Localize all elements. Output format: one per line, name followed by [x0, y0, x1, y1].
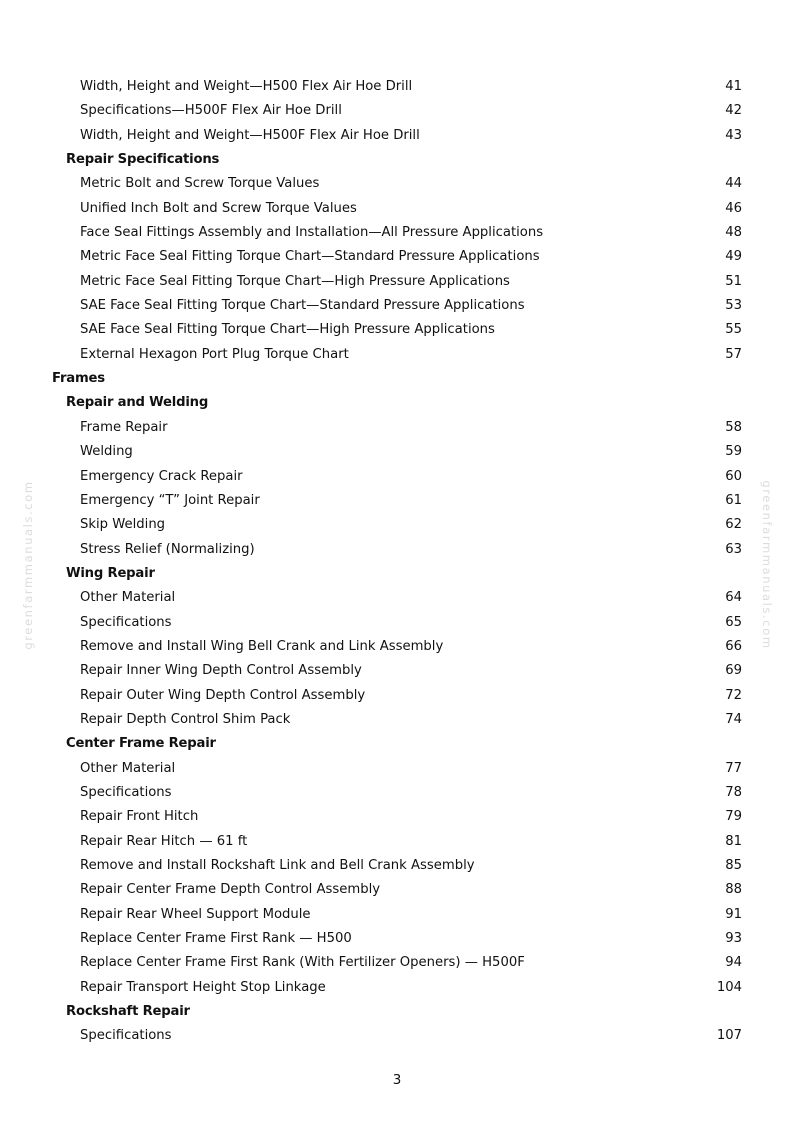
toc-entry-title: Metric Face Seal Fitting Torque Chart—Standard Pressure Applications: [80, 249, 540, 265]
toc-entry-title: Specifications: [80, 614, 172, 630]
toc-entry-page-number: 43: [725, 127, 742, 143]
toc-entry[interactable]: [0, 270, 794, 294]
toc-entry-title: Metric Bolt and Screw Torque Values: [80, 176, 320, 192]
toc-entry-page-number: 62: [725, 517, 742, 533]
toc-entry-page-number: 104: [716, 979, 742, 995]
toc-entry[interactable]: [0, 805, 794, 829]
toc-entry-page-number: 53: [725, 298, 742, 314]
toc-entry-page-number: 64: [725, 590, 742, 606]
toc-entry-page-number: 79: [725, 809, 742, 825]
toc-entry-page-number: 51: [725, 273, 742, 289]
toc-entry-page-number: 93: [725, 931, 742, 947]
toc-entry-title: Wing Repair: [66, 565, 155, 581]
toc-entry-title: Emergency “T” Joint Repair: [80, 492, 260, 508]
toc-entry-page-number: 57: [725, 346, 742, 362]
toc-entry[interactable]: [0, 854, 794, 878]
toc-entry[interactable]: [0, 99, 794, 123]
toc-entry[interactable]: [0, 221, 794, 245]
page-number: 3: [392, 1072, 402, 1088]
toc-entry-page-number: 41: [725, 79, 742, 94]
toc-entry-title: Width, Height and Weight—H500 Flex Air Hoe Drill: [80, 79, 413, 94]
toc-entry[interactable]: [0, 781, 794, 805]
toc-entry-title: Repair Inner Wing Depth Control Assembly: [80, 663, 362, 679]
toc-entry-title: Center Frame Repair: [66, 736, 216, 752]
toc-entry[interactable]: [0, 245, 794, 269]
toc-entry[interactable]: [0, 830, 794, 854]
toc-entry-page-number: 59: [725, 444, 742, 460]
toc-entry[interactable]: [0, 903, 794, 927]
toc-entry-title: Emergency Crack Repair: [80, 468, 243, 484]
toc-entry-title: Remove and Install Wing Bell Crank and Link Assembly: [80, 638, 444, 654]
toc-entry-page-number: 48: [725, 225, 742, 241]
toc-entry-page-number: 94: [725, 955, 742, 971]
toc-entry-page-number: 69: [725, 663, 742, 679]
toc-entry-title: External Hexagon Port Plug Torque Chart: [80, 346, 349, 362]
toc-entry-title: Rockshaft Repair: [66, 1004, 190, 1020]
toc-group-heading[interactable]: [0, 148, 794, 172]
toc-group-heading[interactable]: [0, 562, 794, 586]
toc-entry[interactable]: [0, 659, 794, 683]
toc-entry-title: Specifications—H500F Flex Air Hoe Drill: [80, 103, 342, 119]
toc-entry-page-number: 63: [725, 541, 742, 557]
table-of-contents: [0, 75, 794, 1049]
toc-entry[interactable]: [0, 586, 794, 610]
toc-entry-page-number: 42: [725, 103, 742, 119]
toc-entry-page-number: 78: [725, 784, 742, 800]
toc-entry-page-number: 55: [725, 322, 742, 338]
watermark-right: greenfarmmanuals.com: [760, 480, 774, 650]
toc-entry-title: SAE Face Seal Fitting Torque Chart—High Pressure Applications: [80, 322, 495, 338]
toc-entry[interactable]: [0, 757, 794, 781]
toc-entry[interactable]: [0, 440, 794, 464]
toc-entry-title: Frame Repair: [80, 419, 168, 435]
toc-group-heading[interactable]: [0, 1000, 794, 1024]
toc-entry-title: Unified Inch Bolt and Screw Torque Values: [80, 200, 357, 216]
toc-entry-title: Metric Face Seal Fitting Torque Chart—High Pressure Applications: [80, 273, 510, 289]
toc-section-heading[interactable]: [0, 367, 794, 391]
toc-entry-page-number: 65: [725, 614, 742, 630]
toc-entry-title: Width, Height and Weight—H500F Flex Air Hoe Drill: [80, 127, 420, 143]
toc-entry-title: Other Material: [80, 760, 176, 776]
toc-entry[interactable]: [0, 927, 794, 951]
toc-entry[interactable]: [0, 611, 794, 635]
toc-entry[interactable]: [0, 197, 794, 221]
toc-entry-page-number: 77: [725, 760, 742, 776]
toc-entry-title: Repair and Welding: [66, 395, 209, 411]
toc-entry[interactable]: [0, 684, 794, 708]
watermark-left: greenfarmmanuals.com: [21, 480, 35, 650]
toc-entry[interactable]: [0, 343, 794, 367]
toc-entry[interactable]: [0, 538, 794, 562]
toc-entry-page-number: 61: [725, 492, 742, 508]
toc-entry[interactable]: [0, 489, 794, 513]
toc-entry-title: Specifications: [80, 784, 172, 800]
toc-entry[interactable]: [0, 635, 794, 659]
toc-entry-title: Stress Relief (Normalizing): [80, 541, 255, 557]
toc-entry-title: Repair Specifications: [66, 152, 220, 168]
toc-entry[interactable]: [0, 465, 794, 489]
toc-entry-title: Repair Depth Control Shim Pack: [80, 711, 291, 727]
toc-entry[interactable]: [0, 1024, 794, 1048]
toc-entry-title: Repair Rear Hitch — 61 ft: [80, 833, 248, 849]
toc-group-heading[interactable]: [0, 391, 794, 415]
toc-entry[interactable]: [0, 75, 794, 99]
toc-entry-title: Replace Center Frame First Rank — H500: [80, 931, 352, 947]
toc-entry-title: Repair Outer Wing Depth Control Assembly: [80, 687, 366, 703]
toc-entry[interactable]: [0, 172, 794, 196]
toc-entry-title: Repair Transport Height Stop Linkage: [80, 979, 326, 995]
toc-entry[interactable]: [0, 708, 794, 732]
toc-entry-page-number: 91: [725, 906, 742, 922]
toc-entry[interactable]: [0, 124, 794, 148]
toc-entry-page-number: 107: [716, 1028, 742, 1044]
toc-entry-page-number: 44: [725, 176, 742, 192]
toc-entry-title: Replace Center Frame First Rank (With Fertilizer Openers) — H500F: [80, 955, 525, 971]
toc-entry-page-number: 85: [725, 858, 742, 873]
toc-entry-title: SAE Face Seal Fitting Torque Chart—Standard Pressure Applications: [80, 298, 525, 314]
toc-entry-page-number: 72: [725, 687, 742, 703]
toc-entry-title: Remove and Install Rockshaft Link and Bell Crank Assembly: [80, 858, 475, 873]
toc-entry-page-number: 58: [725, 419, 742, 435]
toc-entry-title: Specifications: [80, 1028, 172, 1044]
toc-entry-title: Repair Center Frame Depth Control Assembly: [80, 882, 381, 898]
toc-entry-title: Skip Welding: [80, 517, 166, 533]
toc-entry[interactable]: [0, 318, 794, 342]
toc-entry[interactable]: [0, 294, 794, 318]
toc-entry-title: Welding: [80, 444, 133, 460]
toc-entry[interactable]: [0, 878, 794, 902]
toc-entry-page-number: 88: [725, 882, 742, 898]
toc-entry-title: Frames: [52, 371, 105, 387]
toc-entry-page-number: 46: [725, 200, 742, 216]
toc-entry-title: Other Material: [80, 590, 176, 606]
toc-entry-page-number: 81: [725, 833, 742, 849]
toc-entry-title: Repair Rear Wheel Support Module: [80, 906, 311, 922]
toc-entry[interactable]: [0, 976, 794, 1000]
toc-entry-page-number: 74: [725, 711, 742, 727]
toc-entry[interactable]: [0, 513, 794, 537]
toc-entry-title: Face Seal Fittings Assembly and Installation—All Pressure Applications: [80, 225, 544, 241]
toc-entry[interactable]: [0, 951, 794, 975]
toc-entry-page-number: 66: [725, 638, 742, 654]
toc-group-heading[interactable]: [0, 732, 794, 756]
toc-entry-title: Repair Front Hitch: [80, 809, 199, 825]
toc-entry[interactable]: [0, 416, 794, 440]
toc-entry-page-number: 49: [725, 249, 742, 265]
toc-entry-page-number: 60: [725, 468, 742, 484]
